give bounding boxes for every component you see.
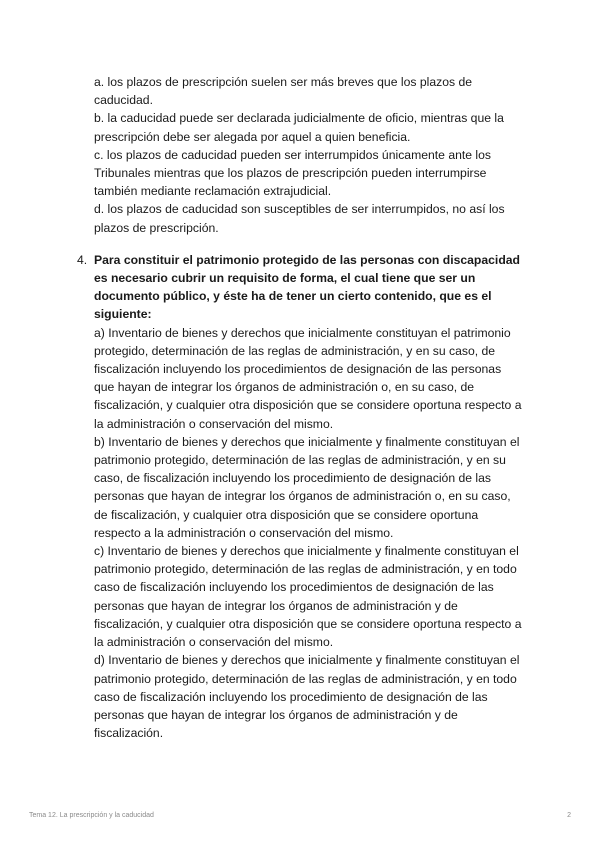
option-b: b. la caducidad puede ser declarada judicialmente de oficio, mientras que la prescripción debe ser alegada por aquel a quien beneficia. [94, 111, 504, 144]
question-text: Para constituir el patrimonio protegido de las personas con discapacidad es necesario cubrir un requisito de forma, el cual tiene que ser un documento público, y éste ha de tener un cierto contenido, que es el siguiente: [94, 252, 520, 322]
page-number: 2 [567, 812, 571, 819]
question-4 [77, 251, 524, 742]
option-a: a. los plazos de prescripción suelen ser más breves que los plazos de caducidad. [94, 75, 473, 108]
document-body [77, 73, 524, 742]
question-4-option-b: b) Inventario de bienes y derechos que inicialmente y finalmente constituyan el patrimonio protegido, determinación de las reglas de administración, y en su caso, de fiscalización incluyendo los procedimiento de designación de las personas que hayan de integrar los órganos de administración o, en su caso, de fiscalización, y cualquier otra disposición que se considere oportuna respecto a la administración o conservación del mismo. [94, 434, 520, 540]
option-c: c. los plazos de caducidad pueden ser interrumpidos únicamente ante los Tribunales mientras que los plazos de prescripción pueden interrumpirse también mediante reclamación extrajudicial. [94, 147, 492, 199]
question-4-option-a: a) Inventario de bienes y derechos que inicialmente constituyan el patrimonio protegido, determinación de las reglas de administración, y en su caso, de fiscalización incluyendo los procedimientos de designación de las personas que hayan de integrar los órganos de administración o, en su caso, de fiscalización, y cualquier otra disposición que se considere oportuna respecto a la administración o conservación del mismo. [94, 325, 522, 431]
question-4-option-c: c) Inventario de bienes y derechos que inicialmente y finalmente constituyan el patrimonio protegido, determinación de las reglas de administración, y en todo caso de fiscalización incluyendo los procedimientos de designación de las personas que hayan de integrar los órganos de administración y de fiscalización, y cualquier otra disposición que se considere oportuna respecto a la administración o conservación del mismo. [94, 544, 522, 650]
footer-title: Tema 12. La prescripción y la caducidad [29, 812, 154, 819]
question-number: 4. [77, 252, 88, 267]
question-4-option-d: d) Inventario de bienes y derechos que inicialmente y finalmente constituyan el patrimonio protegido, determinación de las reglas de administración, y en todo caso de fiscalización incluyendo los procedimiento de designación de las personas que hayan de integrar los órganos de administración y de fiscalización. [94, 653, 520, 741]
option-d: d. los plazos de caducidad son susceptibles de ser interrumpidos, no así los plazos de prescripción. [94, 202, 505, 235]
